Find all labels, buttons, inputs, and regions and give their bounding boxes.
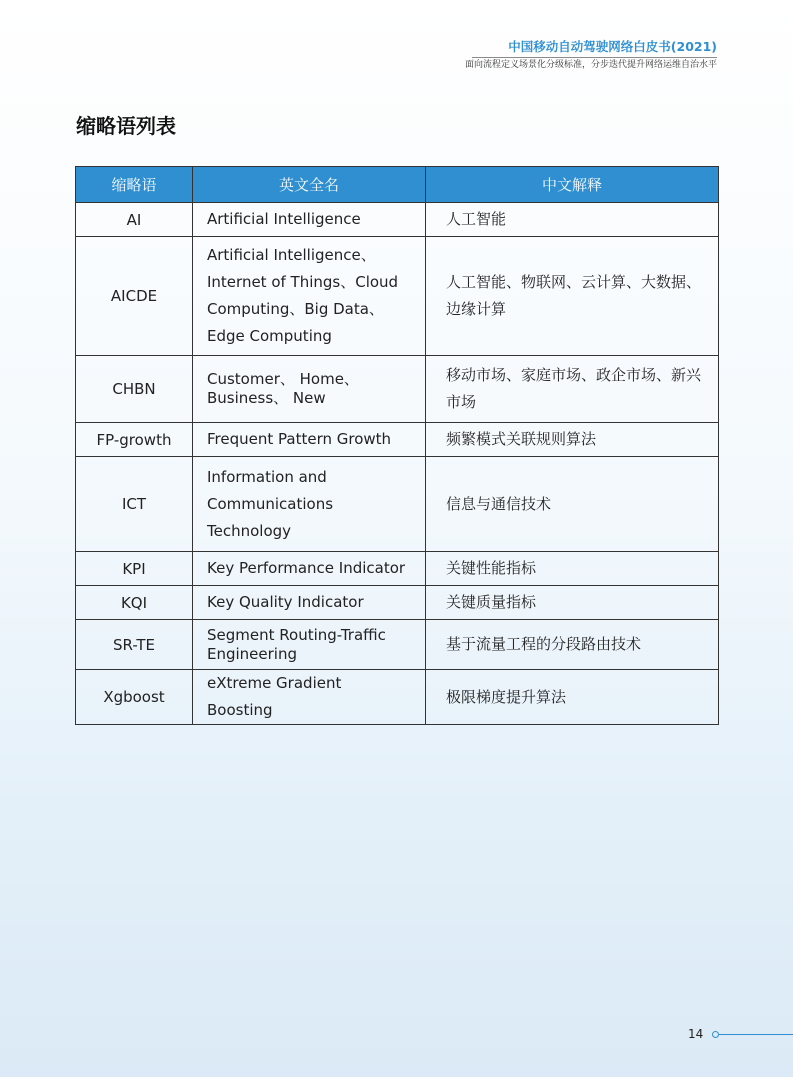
page-title: 缩略语列表 bbox=[76, 114, 176, 138]
english-cell: Customer、 Home、 Business、 New bbox=[193, 356, 426, 423]
chinese-cell: 极限梯度提升算法 bbox=[426, 670, 719, 725]
chinese-cell: 人工智能 bbox=[426, 203, 719, 237]
document-title: 中国移动自动驾驶网络白皮书(2021) bbox=[508, 39, 717, 54]
column-header-abbr: 缩略语 bbox=[76, 167, 193, 203]
table-row bbox=[76, 552, 719, 586]
chinese-cell: 关键性能指标 bbox=[426, 552, 719, 586]
table-row bbox=[76, 586, 719, 620]
english-cell: Segment Routing-Traffic Engineering bbox=[193, 620, 426, 670]
english-cell: eXtreme Gradient Boosting bbox=[193, 670, 426, 725]
english-cell: Key Performance Indicator bbox=[193, 552, 426, 586]
chinese-cell: 人工智能、物联网、云计算、大数据、边缘计算 bbox=[426, 237, 719, 356]
english-cell: Key Quality Indicator bbox=[193, 586, 426, 620]
column-header-english: 英文全名 bbox=[193, 167, 426, 203]
english-cell: Artificial Intelligence、Internet of Things、Cloud Computing、Big Data、Edge Computing bbox=[193, 237, 426, 356]
chinese-cell: 频繁模式关联规则算法 bbox=[426, 423, 719, 457]
abbr-cell: AI bbox=[76, 203, 193, 237]
abbr-cell: CHBN bbox=[76, 356, 193, 423]
table-row bbox=[76, 356, 719, 423]
abbr-cell: KQI bbox=[76, 586, 193, 620]
abbr-cell: KPI bbox=[76, 552, 193, 586]
table-row bbox=[76, 423, 719, 457]
header-divider bbox=[472, 57, 717, 58]
english-cell: Frequent Pattern Growth bbox=[193, 423, 426, 457]
table-row bbox=[76, 457, 719, 552]
chinese-cell: 移动市场、家庭市场、政企市场、新兴市场 bbox=[426, 356, 719, 423]
table-row bbox=[76, 237, 719, 356]
abbreviation-table bbox=[75, 166, 719, 725]
page-number: 14 bbox=[688, 1027, 704, 1041]
column-header-chinese: 中文解释 bbox=[426, 167, 719, 203]
abbr-cell: SR-TE bbox=[76, 620, 193, 670]
chinese-cell: 信息与通信技术 bbox=[426, 457, 719, 552]
page-footer bbox=[688, 1027, 793, 1041]
chinese-cell: 基于流量工程的分段路由技术 bbox=[426, 620, 719, 670]
english-cell: Information and Communications Technology bbox=[193, 457, 426, 552]
chinese-cell: 关键质量指标 bbox=[426, 586, 719, 620]
abbr-cell: AICDE bbox=[76, 237, 193, 356]
table-row bbox=[76, 620, 719, 670]
table-row bbox=[76, 670, 719, 725]
abbr-cell: ICT bbox=[76, 457, 193, 552]
footer-line bbox=[719, 1034, 793, 1035]
table-header-row bbox=[76, 167, 719, 203]
page-header bbox=[465, 38, 717, 71]
document-subtitle: 面向流程定义场景化分级标准，分步迭代提升网络运维自治水平 bbox=[464, 60, 717, 70]
abbr-cell: Xgboost bbox=[76, 670, 193, 725]
english-cell: Artificial Intelligence bbox=[193, 203, 426, 237]
abbr-cell: FP-growth bbox=[76, 423, 193, 457]
footer-dot-icon bbox=[712, 1031, 719, 1038]
table-row bbox=[76, 203, 719, 237]
